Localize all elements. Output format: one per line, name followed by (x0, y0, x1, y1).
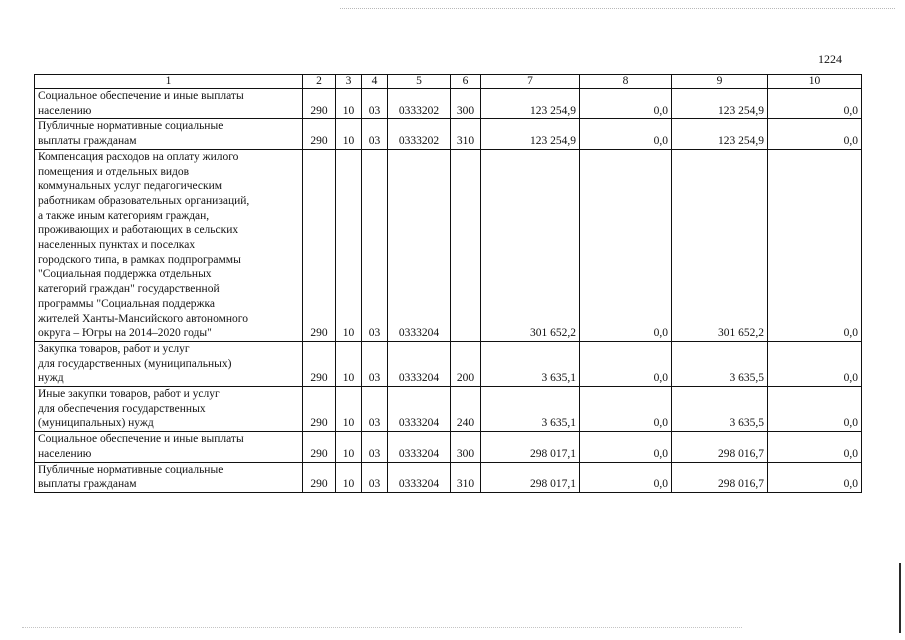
cell-code: 290 (303, 387, 336, 432)
scan-artifact-top-line (340, 8, 895, 9)
cell-expense-type (451, 149, 481, 341)
cell-target-article: 0333202 (388, 89, 451, 119)
description-line: программы "Социальная поддержка (38, 297, 216, 310)
cell-amount: 298 017,1 (481, 462, 580, 492)
column-header: 8 (580, 75, 672, 89)
cell-amount: 123 254,9 (672, 119, 768, 149)
description-line: населенных пунктах и поселках (38, 239, 196, 252)
cell-expense-type: 240 (451, 387, 481, 432)
scan-artifact-right-bar (899, 563, 901, 633)
cell-amount: 0,0 (768, 119, 862, 149)
cell-amount: 0,0 (768, 387, 862, 432)
description-line: населению (38, 104, 92, 117)
page-number: 1224 (818, 52, 842, 66)
cell-description (35, 432, 303, 462)
cell-amount: 0,0 (768, 149, 862, 341)
table-row (35, 149, 862, 341)
description-line: работникам образовательных организаций, (38, 194, 250, 207)
cell-amount: 0,0 (580, 149, 672, 341)
cell-amount: 123 254,9 (481, 89, 580, 119)
description-line: населению (38, 447, 92, 460)
description-line: Иные закупки товаров, работ и услуг (38, 388, 220, 401)
cell-code: 290 (303, 149, 336, 341)
cell-amount: 298 016,7 (672, 462, 768, 492)
description-line: Публичные нормативные социальные (38, 120, 224, 133)
description-line: Социальное обеспечение и иные выплаты (38, 433, 244, 446)
description-line: для обеспечения государственных (38, 402, 206, 415)
description-line: проживающих и работающих в сельских (38, 224, 239, 237)
cell-description (35, 149, 303, 341)
cell-section: 10 (336, 341, 362, 386)
cell-amount: 0,0 (580, 119, 672, 149)
cell-subsection: 03 (362, 119, 388, 149)
cell-amount: 3 635,1 (481, 387, 580, 432)
cell-amount: 0,0 (580, 432, 672, 462)
column-header: 10 (768, 75, 862, 89)
table-row (35, 119, 862, 149)
cell-target-article: 0333204 (388, 341, 451, 386)
cell-amount: 123 254,9 (672, 89, 768, 119)
cell-amount: 3 635,1 (481, 341, 580, 386)
cell-target-article: 0333204 (388, 149, 451, 341)
table-row (35, 432, 862, 462)
cell-amount: 298 017,1 (481, 432, 580, 462)
cell-expense-type: 310 (451, 119, 481, 149)
description-line: категорий граждан" государственной (38, 283, 220, 296)
column-header: 2 (303, 75, 336, 89)
table-header-row (35, 75, 862, 89)
description-line: а также иным категориям граждан, (38, 209, 210, 222)
cell-amount: 301 652,2 (672, 149, 768, 341)
description-line: "Социальная поддержка отдельных (38, 268, 212, 281)
cell-description (35, 462, 303, 492)
cell-amount: 0,0 (580, 341, 672, 386)
column-header: 9 (672, 75, 768, 89)
budget-table (34, 74, 862, 493)
description-line: городского типа, в рамках подпрограммы (38, 253, 241, 266)
cell-section: 10 (336, 387, 362, 432)
description-line: Закупка товаров, работ и услуг (38, 342, 190, 355)
table-row (35, 387, 862, 432)
description-line: помещения и отдельных видов (38, 165, 190, 178)
cell-section: 10 (336, 119, 362, 149)
table-row (35, 341, 862, 386)
cell-target-article: 0333204 (388, 432, 451, 462)
cell-code: 290 (303, 462, 336, 492)
column-header: 6 (451, 75, 481, 89)
description-line: жителей Ханты-Мансийского автономного (38, 312, 248, 325)
table-row (35, 462, 862, 492)
cell-subsection: 03 (362, 341, 388, 386)
cell-description (35, 89, 303, 119)
cell-expense-type: 300 (451, 432, 481, 462)
cell-amount: 0,0 (768, 341, 862, 386)
description-line: Компенсация расходов на оплату жилого (38, 150, 239, 163)
table-row (35, 89, 862, 119)
cell-amount: 298 016,7 (672, 432, 768, 462)
cell-amount: 3 635,5 (672, 341, 768, 386)
cell-amount: 301 652,2 (481, 149, 580, 341)
cell-code: 290 (303, 89, 336, 119)
cell-section: 10 (336, 89, 362, 119)
description-line: (муниципальных) нужд (38, 417, 154, 430)
cell-description (35, 387, 303, 432)
cell-section: 10 (336, 462, 362, 492)
cell-target-article: 0333204 (388, 462, 451, 492)
cell-amount: 0,0 (580, 89, 672, 119)
cell-amount: 0,0 (580, 387, 672, 432)
cell-description (35, 119, 303, 149)
cell-code: 290 (303, 341, 336, 386)
description-line: для государственных (муниципальных) (38, 357, 232, 370)
cell-subsection: 03 (362, 89, 388, 119)
cell-code: 290 (303, 119, 336, 149)
column-header: 1 (35, 75, 303, 89)
cell-amount: 0,0 (768, 89, 862, 119)
cell-target-article: 0333202 (388, 119, 451, 149)
cell-amount: 123 254,9 (481, 119, 580, 149)
description-line: Публичные нормативные социальные (38, 463, 224, 476)
description-line: нужд (38, 372, 64, 385)
cell-expense-type: 300 (451, 89, 481, 119)
cell-subsection: 03 (362, 387, 388, 432)
column-header: 5 (388, 75, 451, 89)
description-line: коммунальных услуг педагогическим (38, 180, 223, 193)
description-line: выплаты гражданам (38, 135, 137, 148)
cell-subsection: 03 (362, 432, 388, 462)
cell-amount: 0,0 (768, 462, 862, 492)
cell-subsection: 03 (362, 462, 388, 492)
cell-subsection: 03 (362, 149, 388, 341)
cell-description (35, 341, 303, 386)
column-header: 3 (336, 75, 362, 89)
cell-section: 10 (336, 432, 362, 462)
description-line: Социальное обеспечение и иные выплаты (38, 90, 244, 102)
cell-amount: 3 635,5 (672, 387, 768, 432)
description-line: округа – Югры на 2014–2020 годы" (38, 327, 212, 340)
description-line: выплаты гражданам (38, 478, 137, 491)
cell-expense-type: 310 (451, 462, 481, 492)
cell-code: 290 (303, 432, 336, 462)
table-body (35, 89, 862, 493)
column-header: 4 (362, 75, 388, 89)
column-header: 7 (481, 75, 580, 89)
cell-amount: 0,0 (768, 432, 862, 462)
cell-expense-type: 200 (451, 341, 481, 386)
scan-artifact-bottom-line (22, 627, 742, 628)
cell-target-article: 0333204 (388, 387, 451, 432)
cell-section: 10 (336, 149, 362, 341)
cell-amount: 0,0 (580, 462, 672, 492)
